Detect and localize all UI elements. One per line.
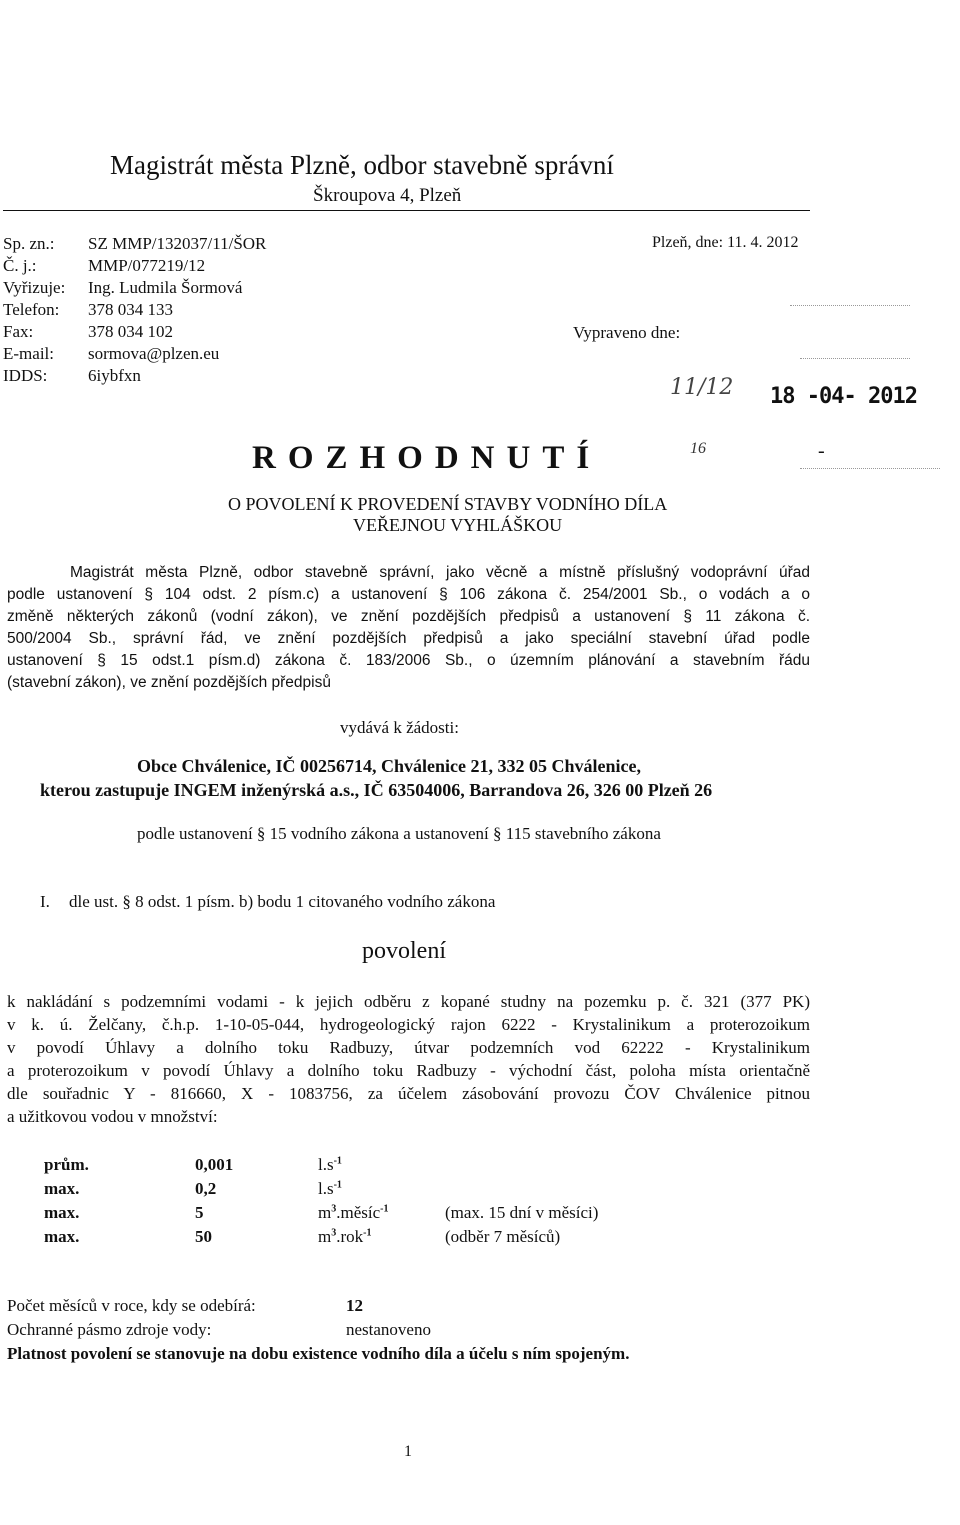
unit-base: l.s (318, 1155, 334, 1174)
quantity-unit (318, 1179, 342, 1199)
unit-base: m (318, 1203, 332, 1222)
quantity-unit (318, 1203, 388, 1223)
office-header: Magistrát města Plzně, odbor stavebně správní (110, 150, 614, 180)
office-address: Škroupova 4, Plzeň (313, 185, 462, 206)
sent-label: Vypraveno dne: (573, 323, 681, 342)
quantity-label: max. (44, 1203, 80, 1222)
section-text: dle ust. § 8 odst. 1 písm. b) bodu 1 citovaného vodního zákona (69, 892, 496, 911)
intro-line: 500/2004 Sb., správní řád, ve znění pozdějších předpisů a jako speciální stavební úřad podle (7, 630, 810, 647)
page-title: ROZHODNUTÍ (252, 440, 602, 476)
unit-suffix-exponent: -1 (363, 1227, 372, 1239)
zone-label: Ochranné pásmo zdroje vody: (7, 1320, 212, 1339)
place-date: Plzeň, dne: 11. 4. 2012 (652, 234, 799, 251)
quantity-value: 0,2 (195, 1179, 217, 1198)
unit-exponent: 3 (331, 1227, 337, 1239)
applicant-line-2: kterou zastupuje INGEM inženýrská a.s., IČ 63504006, Barrandova 26, 326 00 Plzeň 26 (40, 780, 713, 800)
unit-exponent: 3 (331, 1203, 337, 1215)
permit-heading: povolení (362, 938, 446, 964)
handwritten-mark: 11/12 (670, 375, 734, 400)
months-label: Počet měsíců v roce, kdy se odebírá: (7, 1296, 256, 1315)
unit-exponent: -1 (333, 1155, 342, 1167)
page-number: 1 (404, 1443, 412, 1460)
stamp-line (800, 358, 910, 359)
meta-label: Telefon: (3, 300, 60, 319)
received-stamp-date: 18 -04- 2012 (770, 384, 917, 409)
meta-label: Vyřizuje: (3, 278, 66, 297)
quantity-value: 5 (195, 1203, 204, 1222)
quantity-unit (318, 1155, 342, 1175)
body-line: a proterozoikum v povodí Úhlavy a dolního toku Radbuzy - východní část, poloha místa orientačně (7, 1061, 810, 1080)
intro-line: podle ustanovení § 104 odst. 2 písm.c) a ustanovení § 106 zákona č. 254/2001 Sb., o vodách a o (7, 586, 810, 603)
quantity-label: prům. (44, 1155, 89, 1174)
meta-value: 378 034 102 (88, 322, 173, 341)
stamp-line (800, 468, 940, 469)
header-rule (3, 210, 810, 211)
zone-value: nestanoveno (346, 1320, 431, 1339)
meta-label: E-mail: (3, 344, 54, 363)
section-number: I. (40, 892, 50, 911)
body-line: v k. ú. Želčany, č.h.p. 1-10-05-044, hydrogeologický rajon 6222 - Krystalinikum a proterozoikum (7, 1015, 810, 1034)
months-value: 12 (346, 1296, 363, 1315)
meta-label: Fax: (3, 322, 34, 341)
meta-value: Ing. Ludmila Šormová (88, 278, 243, 297)
body-line: k nakládání s podzemními vodami - k jejich odběru z kopané studny na pozemku p. č. 321 (377 PK) (7, 992, 810, 1011)
intro-line: Magistrát města Plzně, odbor stavebně správní, jako věcně a místně příslušný vodoprávní úřad (70, 564, 810, 581)
subtitle-2: VEŘEJNOU VYHLÁŠKOU (353, 515, 563, 535)
body-line: a užitkovou vodou v množství: (7, 1107, 218, 1126)
meta-value: sormova@plzen.eu (88, 344, 220, 363)
intro-line: ustanovení § 15 odst.1 písm.d) zákona č. 183/2006 Sb., o územním plánování a stavebním řádu (7, 652, 810, 669)
quantity-value: 50 (195, 1227, 212, 1246)
meta-label: IDDS: (3, 366, 48, 385)
applicant-line-1: Obce Chválenice, IČ 00256714, Chválenice 21, 332 05 Chválenice, (137, 756, 641, 776)
stamp-line (790, 305, 910, 306)
quantity-value: 0,001 (195, 1155, 234, 1174)
validity-statement: Platnost povolení se stanovuje na dobu existence vodního díla a účelu s ním spojeným. (7, 1344, 630, 1363)
meta-label: Sp. zn.: (3, 234, 55, 253)
quantity-unit (318, 1227, 372, 1247)
meta-value: SZ MMP/132037/11/ŠOR (88, 234, 267, 253)
quantity-label: max. (44, 1227, 80, 1246)
unit-suffix: .rok (336, 1227, 364, 1246)
meta-value: 6iybfxn (88, 366, 141, 385)
unit-suffix-exponent: -1 (380, 1203, 389, 1215)
unit-base: l.s (318, 1179, 334, 1198)
meta-value: 378 034 133 (88, 300, 173, 319)
body-line: v povodí Úhlavy a dolního toku Radbuzy, útvar podzemních vod 62222 - Krystalinikum (7, 1038, 810, 1057)
subtitle-1: O POVOLENÍ K PROVEDENÍ STAVBY VODNÍHO DÍLA (228, 494, 668, 514)
legal-basis: podle ustanovení § 15 vodního zákona a ustanovení § 115 stavebního zákona (137, 824, 661, 843)
handwritten-number: 16 (690, 440, 706, 457)
quantity-note: (max. 15 dní v měsíci) (445, 1203, 599, 1222)
intro-line: změně některých zákonů (vodní zákon), ve znění pozdějších předpisů a ustanovení § 11 zákona č. (7, 608, 810, 625)
stamp-dash: - (818, 440, 825, 462)
quantity-label: max. (44, 1179, 80, 1198)
intro-line: (stavební zákon), ve znění pozdějších předpisů (7, 674, 331, 691)
unit-suffix: .měsíc (336, 1203, 381, 1222)
quantity-note: (odběr 7 měsíců) (445, 1227, 561, 1246)
meta-value: MMP/077219/12 (88, 256, 206, 275)
body-line: dle souřadnic Y - 816660, X - 1083756, za účelem zásobování provozu ČOV Chválenice pitnou (7, 1084, 810, 1103)
issues-upon: vydává k žádosti: (340, 718, 459, 737)
unit-base: m (318, 1227, 332, 1246)
meta-label: Č. j.: (3, 256, 37, 275)
unit-exponent: -1 (333, 1179, 342, 1191)
